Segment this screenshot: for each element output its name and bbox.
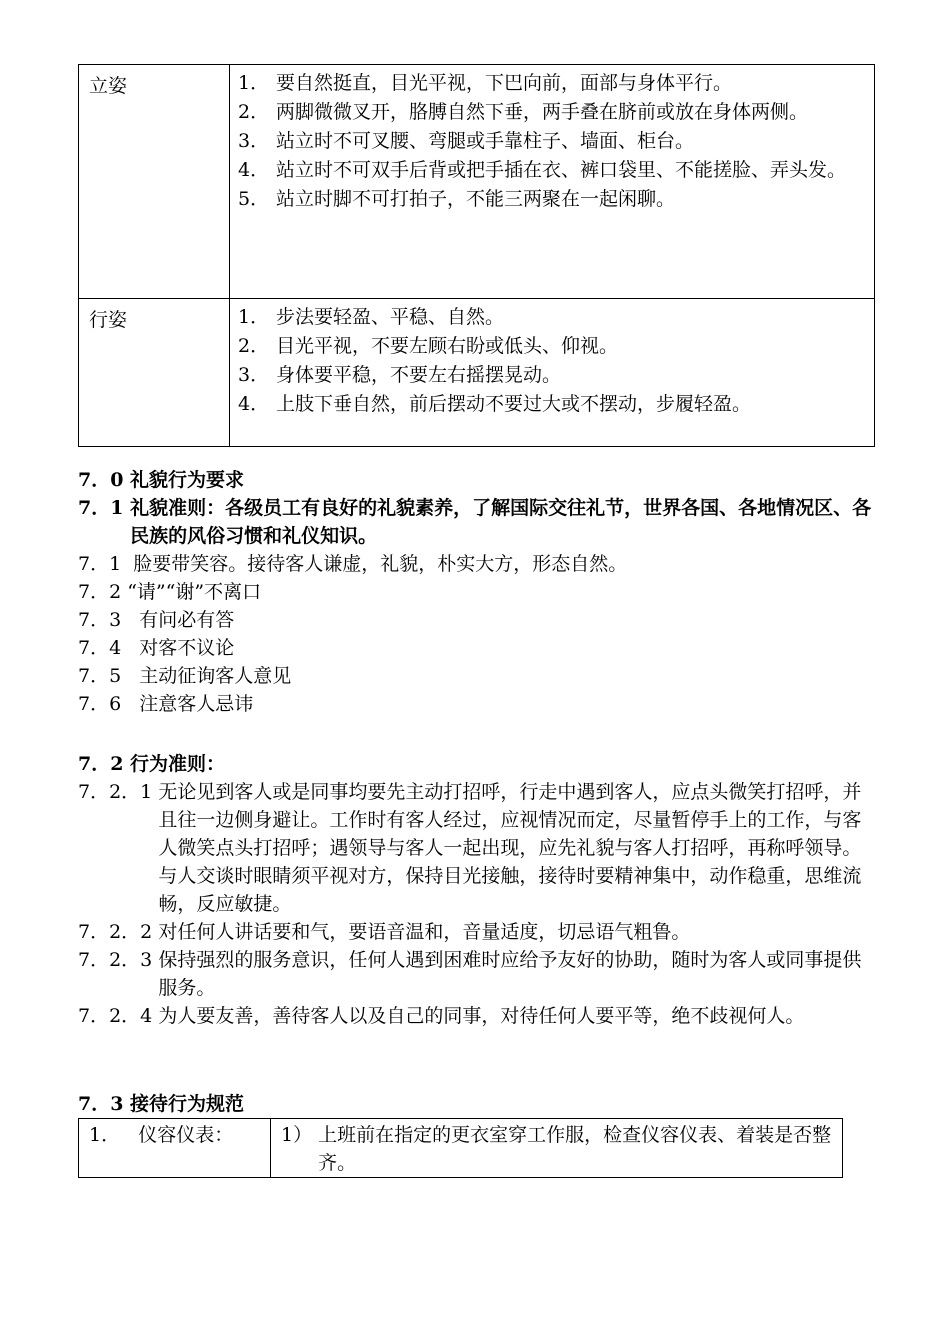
section-7-0	[78, 466, 878, 718]
list-item: 7．3 有问必有答	[78, 609, 235, 631]
list-item: 7．2．4 为人要友善，善待客人以及自己的同事，对待任何人要平等，绝不歧视何人。	[78, 1005, 805, 1027]
posture-label: 立姿	[79, 65, 230, 299]
list-item: 7．6 注意客人忌讳	[78, 693, 254, 715]
section-heading: 7．3 接待行为规范	[78, 1093, 245, 1115]
section-7-1-rule: 7．1 礼貌准则：各级员工有良好的礼貌素养，了解国际交往礼节，世界各国、各地情况区、各民族的风俗习惯和礼仪知识。	[78, 497, 872, 547]
posture-content	[230, 299, 875, 447]
list-item: 3． 身体要平稳，不要左右摇摆晃动。	[238, 364, 562, 386]
posture-label: 行姿	[79, 299, 230, 447]
reception-table	[78, 1118, 843, 1178]
list-item: 7．2 “请”“谢”不离口	[78, 581, 262, 603]
list-item: 7．2．3 保持强烈的服务意识，任何人遇到困难时应给予友好的协助，随时为客人或同事提供服务。	[78, 949, 862, 999]
list-item: 4． 上肢下垂自然，前后摆动不要过大或不摆动，步履轻盈。	[238, 393, 752, 415]
table-cell: 1） 上班前在指定的更衣室穿工作服，检查仪容仪表、着装是否整齐。	[271, 1119, 843, 1178]
list-item: 7．2．1 无论见到客人或是同事均要先主动打招呼，行走中遇到客人，应点头微笑打招呼，并且往一边侧身避让。工作时有客人经过，应视情况而定，尽量暂停手上的工作，与客人微笑点头打招呼；遇领导与客人一起出现，应先礼貌与客人打招呼，再称呼领导。与人交谈时眼睛须平视对方，保持目光接触，接待时要精神集中，动作稳重，思维流畅，反应敏捷。	[78, 781, 862, 915]
table-row	[79, 1119, 843, 1178]
posture-table	[78, 64, 875, 447]
posture-row-standing	[79, 65, 875, 299]
list-item: 1． 步法要轻盈、平稳、自然。	[238, 306, 505, 328]
list-item: 5． 站立时脚不可打拍子，不能三两聚在一起闲聊。	[238, 188, 676, 210]
section-heading: 7．0 礼貌行为要求	[78, 469, 245, 491]
posture-content	[230, 65, 875, 299]
posture-row-walking	[79, 299, 875, 447]
section-heading: 7．2 行为准则：	[78, 753, 226, 775]
list-item: 7．5 主动征询客人意见	[78, 665, 292, 687]
list-item: 3． 站立时不可叉腰、弯腿或手靠柱子、墙面、柜台。	[238, 130, 695, 152]
list-item: 2． 两脚微微叉开，胳膊自然下垂，两手叠在脐前或放在身体两侧。	[238, 101, 809, 123]
list-item: 1． 要自然挺直，目光平视，下巴向前，面部与身体平行。	[238, 72, 733, 94]
list-item: 7．2．2 对任何人讲话要和气，要语音温和，音量适度，切忌语气粗鲁。	[78, 921, 691, 943]
list-item: 2． 目光平视，不要左顾右盼或低头、仰视。	[238, 335, 619, 357]
section-7-2	[78, 750, 878, 1030]
list-item: 7．4 对客不议论	[78, 637, 235, 659]
list-item: 4． 站立时不可双手后背或把手插在衣、裤口袋里、不能搓脸、弄头发。	[238, 159, 847, 181]
table-cell: 1． 仪容仪表：	[79, 1119, 271, 1178]
list-item: 7．1 脸要带笑容。接待客人谦虚，礼貌，朴实大方，形态自然。	[78, 553, 628, 575]
